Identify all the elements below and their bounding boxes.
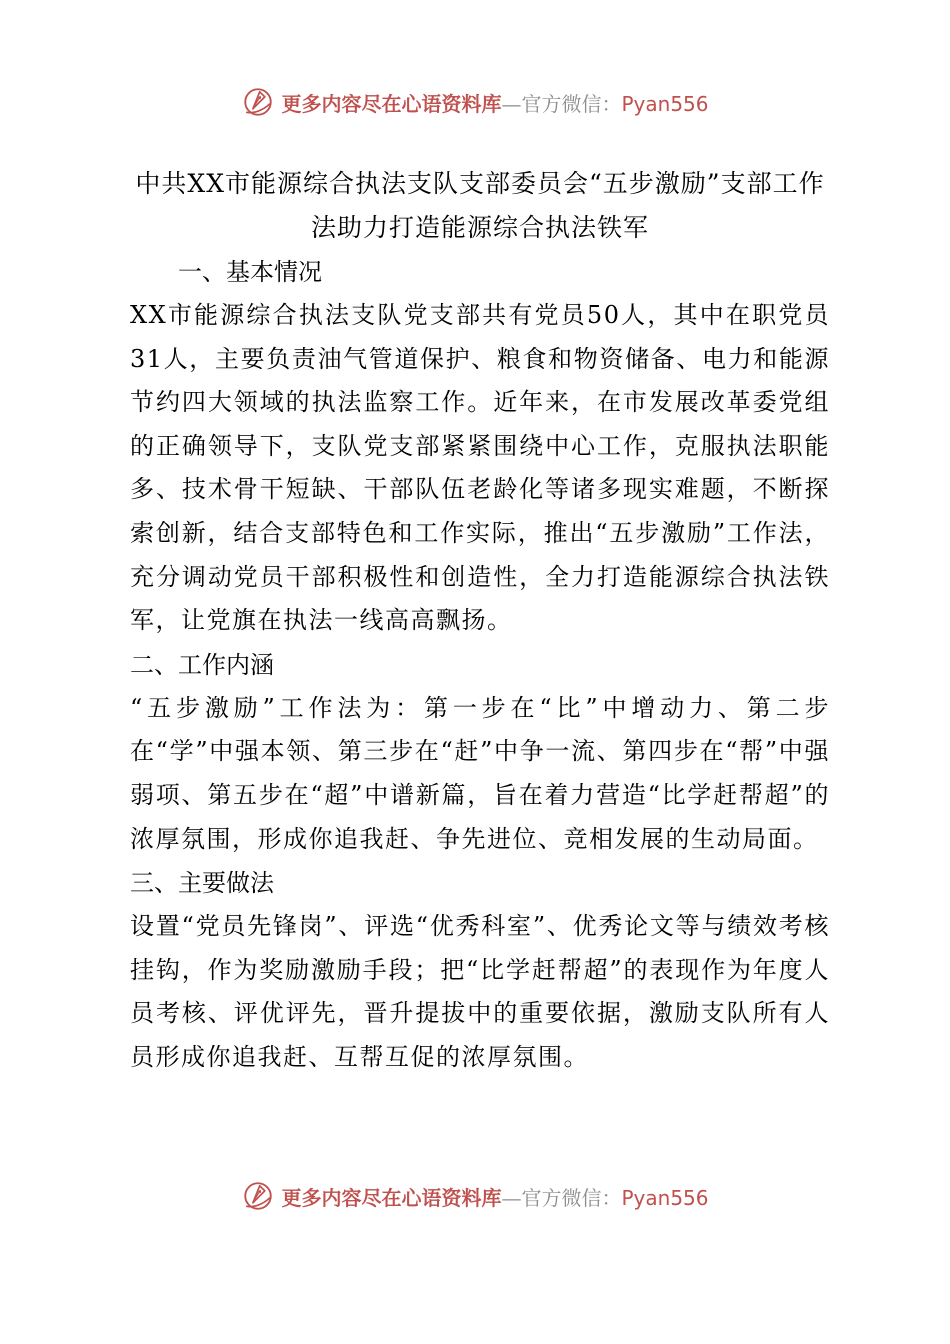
section-3-body: 设置“党员先锋岗”、评选“优秀科室”、优秀论文等与绩效考核挂钩，作为奖励激励手段；把“比学赶帮超”的表现作为年度人员考核、评优评先，晋升提拔中的重要依据，激励支队所有人员形成你追我赶、互帮互促的浓厚氛围。 [130, 912, 830, 1071]
section-1-body: XX市能源综合执法支队党支部共有党员50人，其中在职党员31人，主要负责油气管道保护、粮食和物资储备、电力和能源节约四大领域的执法监察工作。近年来，在市发展改革委党组的正确领导下，支队党支部紧紧围绕中心工作，克服执法职能多、技术骨干短缺、干部队伍老龄化等诸多现实难题，不断探索创新，结合支部特色和工作实际，推出“五步激励”工作法，充分调动党员干部积极性和创造性，全力打造能源综合执法铁军，让党旗在执法一线高高飘扬。 [130, 301, 830, 635]
section-2-body: “五步激励”工作法为：第一步在“比”中增动力、第二步在“学”中强本领、第三步在“赶”中争一流、第四步在“帮”中强弱项、第五步在“超”中谱新篇，旨在着力营造“比学赶帮超”的浓厚氛围，形成你追我赶、争先进位、竞相发展的生动局面。 [130, 693, 830, 853]
document-body [130, 162, 830, 1080]
section-3-heading: 三、主要做法 [130, 869, 274, 898]
banner-main-text: 更多内容尽在心语资料库 [281, 1185, 502, 1210]
section-1-heading: 一、基本情况 [178, 258, 322, 286]
banner-label: 官方微信： [521, 1185, 622, 1210]
fountain-pen-nib-icon [241, 1179, 275, 1213]
banner-main-text: 更多内容尽在心语资料库 [281, 91, 502, 116]
document-title-line-2: 法助力打造能源综合执法铁军 [310, 213, 649, 242]
banner-separator: — [501, 91, 522, 116]
fountain-pen-nib-icon [241, 85, 275, 119]
section-2-heading: 二、工作内涵 [130, 650, 274, 679]
header-banner [0, 82, 950, 122]
banner-wechat-id: Pyan556 [621, 1185, 709, 1210]
banner-separator: — [501, 1185, 522, 1210]
banner-label: 官方微信： [521, 91, 622, 116]
document-title-line-1: 中共XX市能源综合执法支队支部委员会“五步激励”支部工作 [135, 169, 825, 198]
banner-wechat-id: Pyan556 [621, 91, 709, 116]
footer-banner [0, 1176, 950, 1216]
